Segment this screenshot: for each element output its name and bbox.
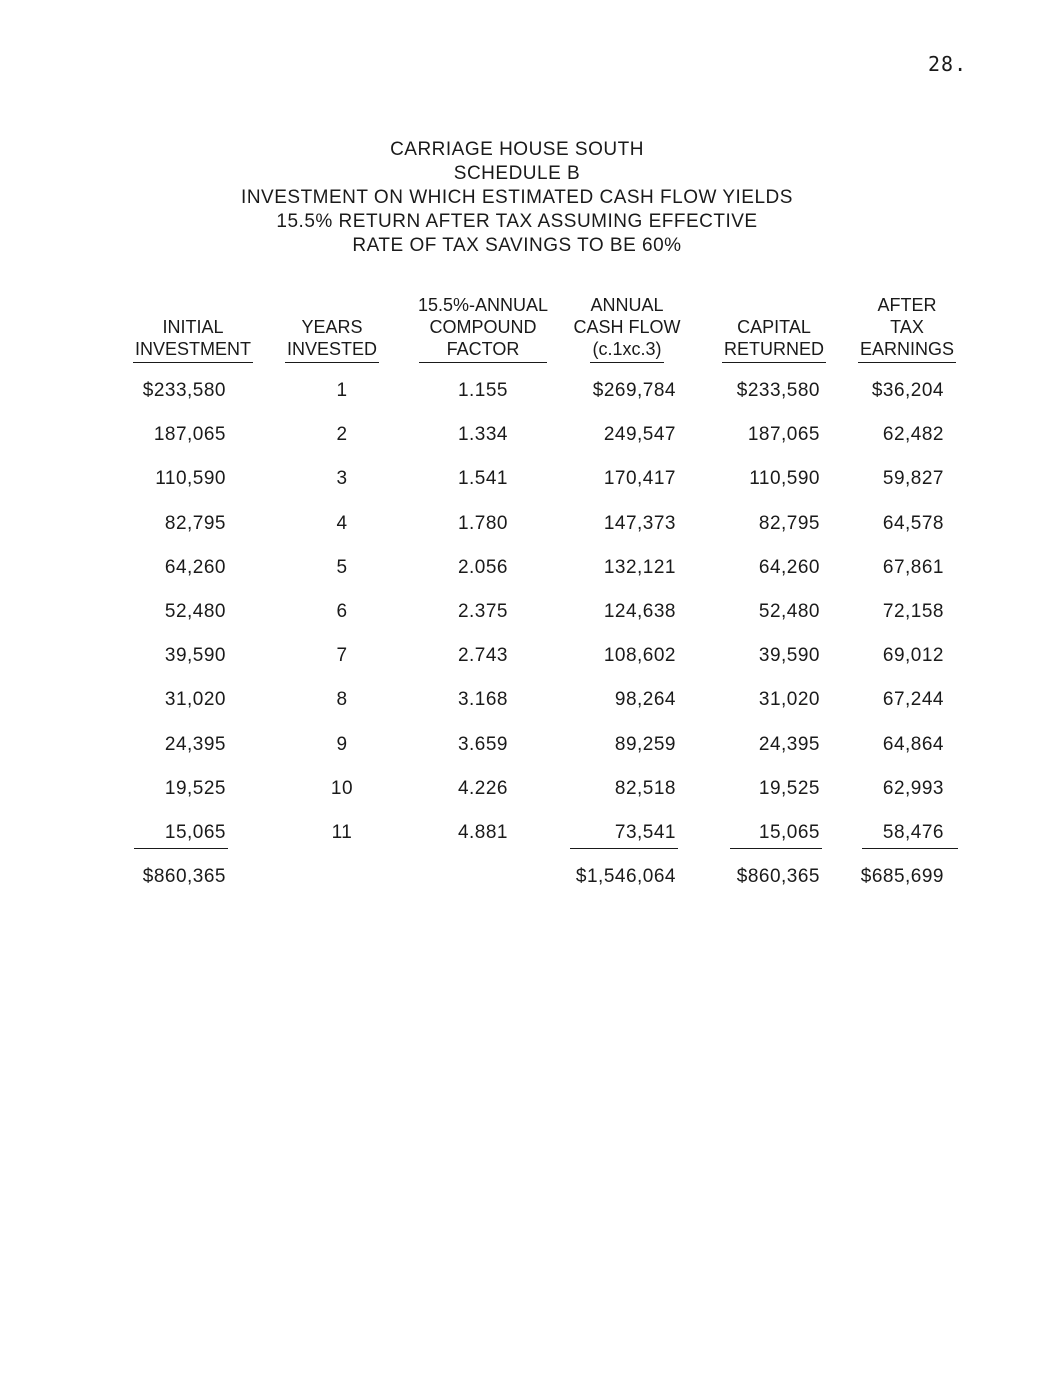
title-line: SCHEDULE B [453, 163, 581, 184]
table-cell: 59,827 [882, 468, 944, 490]
header-line: COMPOUND [429, 317, 537, 337]
header-line: FACTOR [419, 338, 548, 363]
header-line: TAX [890, 317, 924, 337]
header-line: ANNUAL [590, 295, 664, 315]
table-cell: 31,020 [758, 689, 820, 711]
table-cell: 62,993 [882, 777, 944, 799]
table-cell: 72,158 [882, 601, 944, 622]
table-cell: 1.334 [457, 424, 508, 446]
table-cell: 249,547 [603, 424, 676, 446]
table-cell: 147,373 [603, 512, 676, 534]
table-cell: 31,020 [164, 689, 226, 711]
column-header-initial-investment [130, 316, 256, 363]
table-cell: $233,580 [736, 380, 820, 401]
table-cell: 3.659 [457, 733, 508, 755]
total-rule [570, 848, 678, 849]
header-line: 15.5%-ANNUAL [417, 295, 549, 315]
table-cell: 2 [336, 424, 348, 446]
table-cell: 82,518 [614, 777, 676, 799]
table-cell: 7 [336, 645, 348, 667]
table-cell: 39,590 [758, 645, 820, 667]
header-line: RETURNED [722, 338, 826, 363]
table-cell: 64,578 [882, 512, 944, 534]
title-line: INVESTMENT ON WHICH ESTIMATED CASH FLOW YIELDS [241, 187, 793, 208]
table-cell: 4.226 [457, 777, 508, 799]
table-cell: 4.881 [457, 822, 508, 843]
table-cell: 64,260 [164, 556, 226, 578]
table-cell: 52,480 [758, 601, 820, 622]
table-cell: 11 [331, 822, 353, 843]
table-cell: 5 [336, 556, 348, 578]
table-cell: 6 [336, 601, 348, 622]
table-cell: 67,861 [882, 556, 944, 578]
table-cell: 1.541 [457, 468, 508, 490]
table-cell: 24,395 [758, 733, 820, 755]
table-cell: 64,864 [882, 733, 944, 755]
table-cell: 98,264 [614, 689, 676, 711]
table-cell: 62,482 [882, 424, 944, 446]
table-cell: 67,244 [882, 689, 944, 711]
column-header-years-invested [282, 316, 382, 363]
table-cell: 10 [330, 777, 354, 799]
header-line: INVESTMENT [133, 338, 253, 363]
table-cell: 52,480 [164, 601, 226, 622]
page-number: 28. [928, 52, 968, 76]
title-line: CARRIAGE HOUSE SOUTH [390, 139, 644, 160]
table-cell: 82,795 [164, 512, 226, 534]
header-line: (c.1xc.3) [590, 338, 663, 363]
header-line: YEARS [301, 317, 363, 337]
header-line: INITIAL [162, 317, 224, 337]
total-cell: $1,546,064 [575, 866, 676, 888]
table-cell: 2.056 [457, 556, 508, 578]
total-cell: $860,365 [736, 866, 820, 888]
table-cell: 9 [336, 733, 348, 755]
table-cell: 108,602 [603, 645, 676, 667]
table-cell: 1.780 [457, 512, 508, 534]
table-cell: 2.375 [457, 601, 508, 622]
table-cell: 39,590 [164, 645, 226, 667]
table-cell: 24,395 [164, 733, 226, 755]
header-line: CAPITAL [737, 317, 811, 337]
table-cell: 4 [336, 512, 348, 534]
table-cell: 89,259 [614, 733, 676, 755]
table-cell: 15,065 [164, 822, 226, 843]
total-cell: $860,365 [142, 866, 226, 888]
title-line: RATE OF TAX SAVINGS TO BE 60% [352, 235, 682, 256]
column-header-capital-returned [718, 316, 830, 363]
title-line: 15.5% RETURN AFTER TAX ASSUMING EFFECTIVE [276, 211, 758, 232]
table-cell: 3.168 [457, 689, 508, 711]
table-cell: $269,784 [592, 380, 676, 401]
table-cell: 110,590 [749, 468, 820, 490]
header-line: INVESTED [285, 338, 379, 363]
table-cell: $233,580 [142, 380, 226, 401]
table-cell: 58,476 [882, 822, 944, 843]
table-cell: 82,795 [758, 512, 820, 534]
total-rule [134, 848, 228, 849]
table-cell: 187,065 [747, 424, 820, 446]
table-cell: 8 [336, 689, 348, 711]
header-line: EARNINGS [858, 338, 956, 363]
table-cell: 19,525 [164, 777, 226, 799]
table-cell: 64,260 [758, 556, 820, 578]
column-header-annual-cash-flow [572, 294, 682, 363]
total-rule [862, 848, 958, 849]
table-cell: 69,012 [882, 645, 944, 667]
table-cell: 3 [336, 468, 348, 490]
table-cell: 110,590 [155, 468, 226, 490]
header-line: CASH FLOW [573, 317, 681, 337]
table-cell: 170,417 [603, 468, 676, 490]
document-title [0, 138, 1034, 258]
table-cell: 2.743 [457, 645, 508, 667]
column-header-compound-factor [408, 294, 558, 363]
table-cell: 19,525 [758, 777, 820, 799]
header-line: AFTER [877, 295, 937, 315]
table-cell: 124,638 [603, 601, 676, 622]
table-cell: 132,121 [603, 556, 676, 578]
table-cell: 1 [336, 380, 348, 401]
total-cell: $685,699 [860, 866, 944, 888]
total-rule [730, 848, 822, 849]
table-cell: 15,065 [758, 822, 820, 843]
table-cell: 1.155 [457, 380, 508, 401]
table-cell: $36,204 [871, 380, 944, 401]
column-header-after-tax-earnings [852, 294, 962, 363]
table-cell: 73,541 [614, 822, 676, 843]
table-cell: 187,065 [153, 424, 226, 446]
